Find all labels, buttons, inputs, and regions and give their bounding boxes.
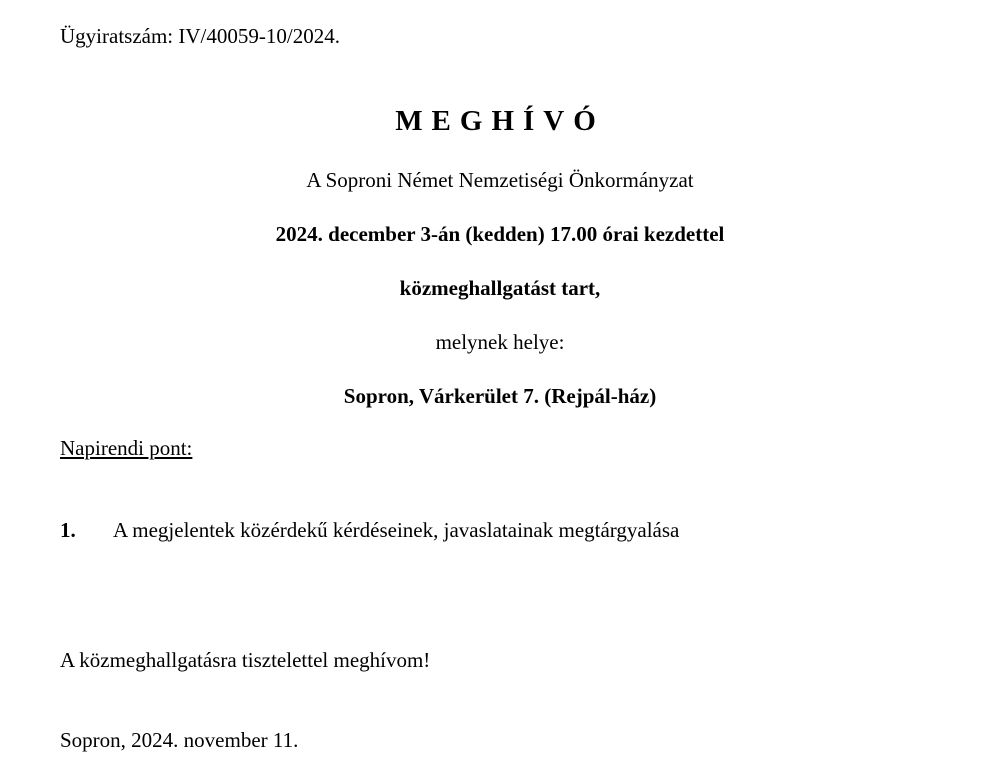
place-and-date: Sopron, 2024. november 11. [60, 728, 299, 752]
agenda-item-number: 1. [60, 518, 76, 542]
agenda-heading: Napirendi pont: [60, 436, 193, 460]
event-type: közmeghallgatást tart, [399, 276, 601, 300]
closing-sentence: A közmeghallgatásra tisztelettel meghívom! [60, 648, 431, 672]
event-datetime: 2024. december 3-án (kedden) 17.00 órai kezdettel [275, 222, 725, 246]
location-label: melynek helye: [435, 330, 565, 354]
document-title: MEGHÍVÓ [395, 105, 605, 137]
event-location: Sopron, Várkerület 7. (Rejpál-ház) [343, 384, 657, 408]
agenda-item-text: A megjelentek közérdekű kérdéseinek, javaslatainak megtárgyalása [113, 518, 680, 542]
case-number: Ügyiratszám: IV/40059-10/2024. [60, 24, 340, 48]
organization-name: A Soproni Német Nemzetiségi Önkormányzat [306, 168, 694, 192]
